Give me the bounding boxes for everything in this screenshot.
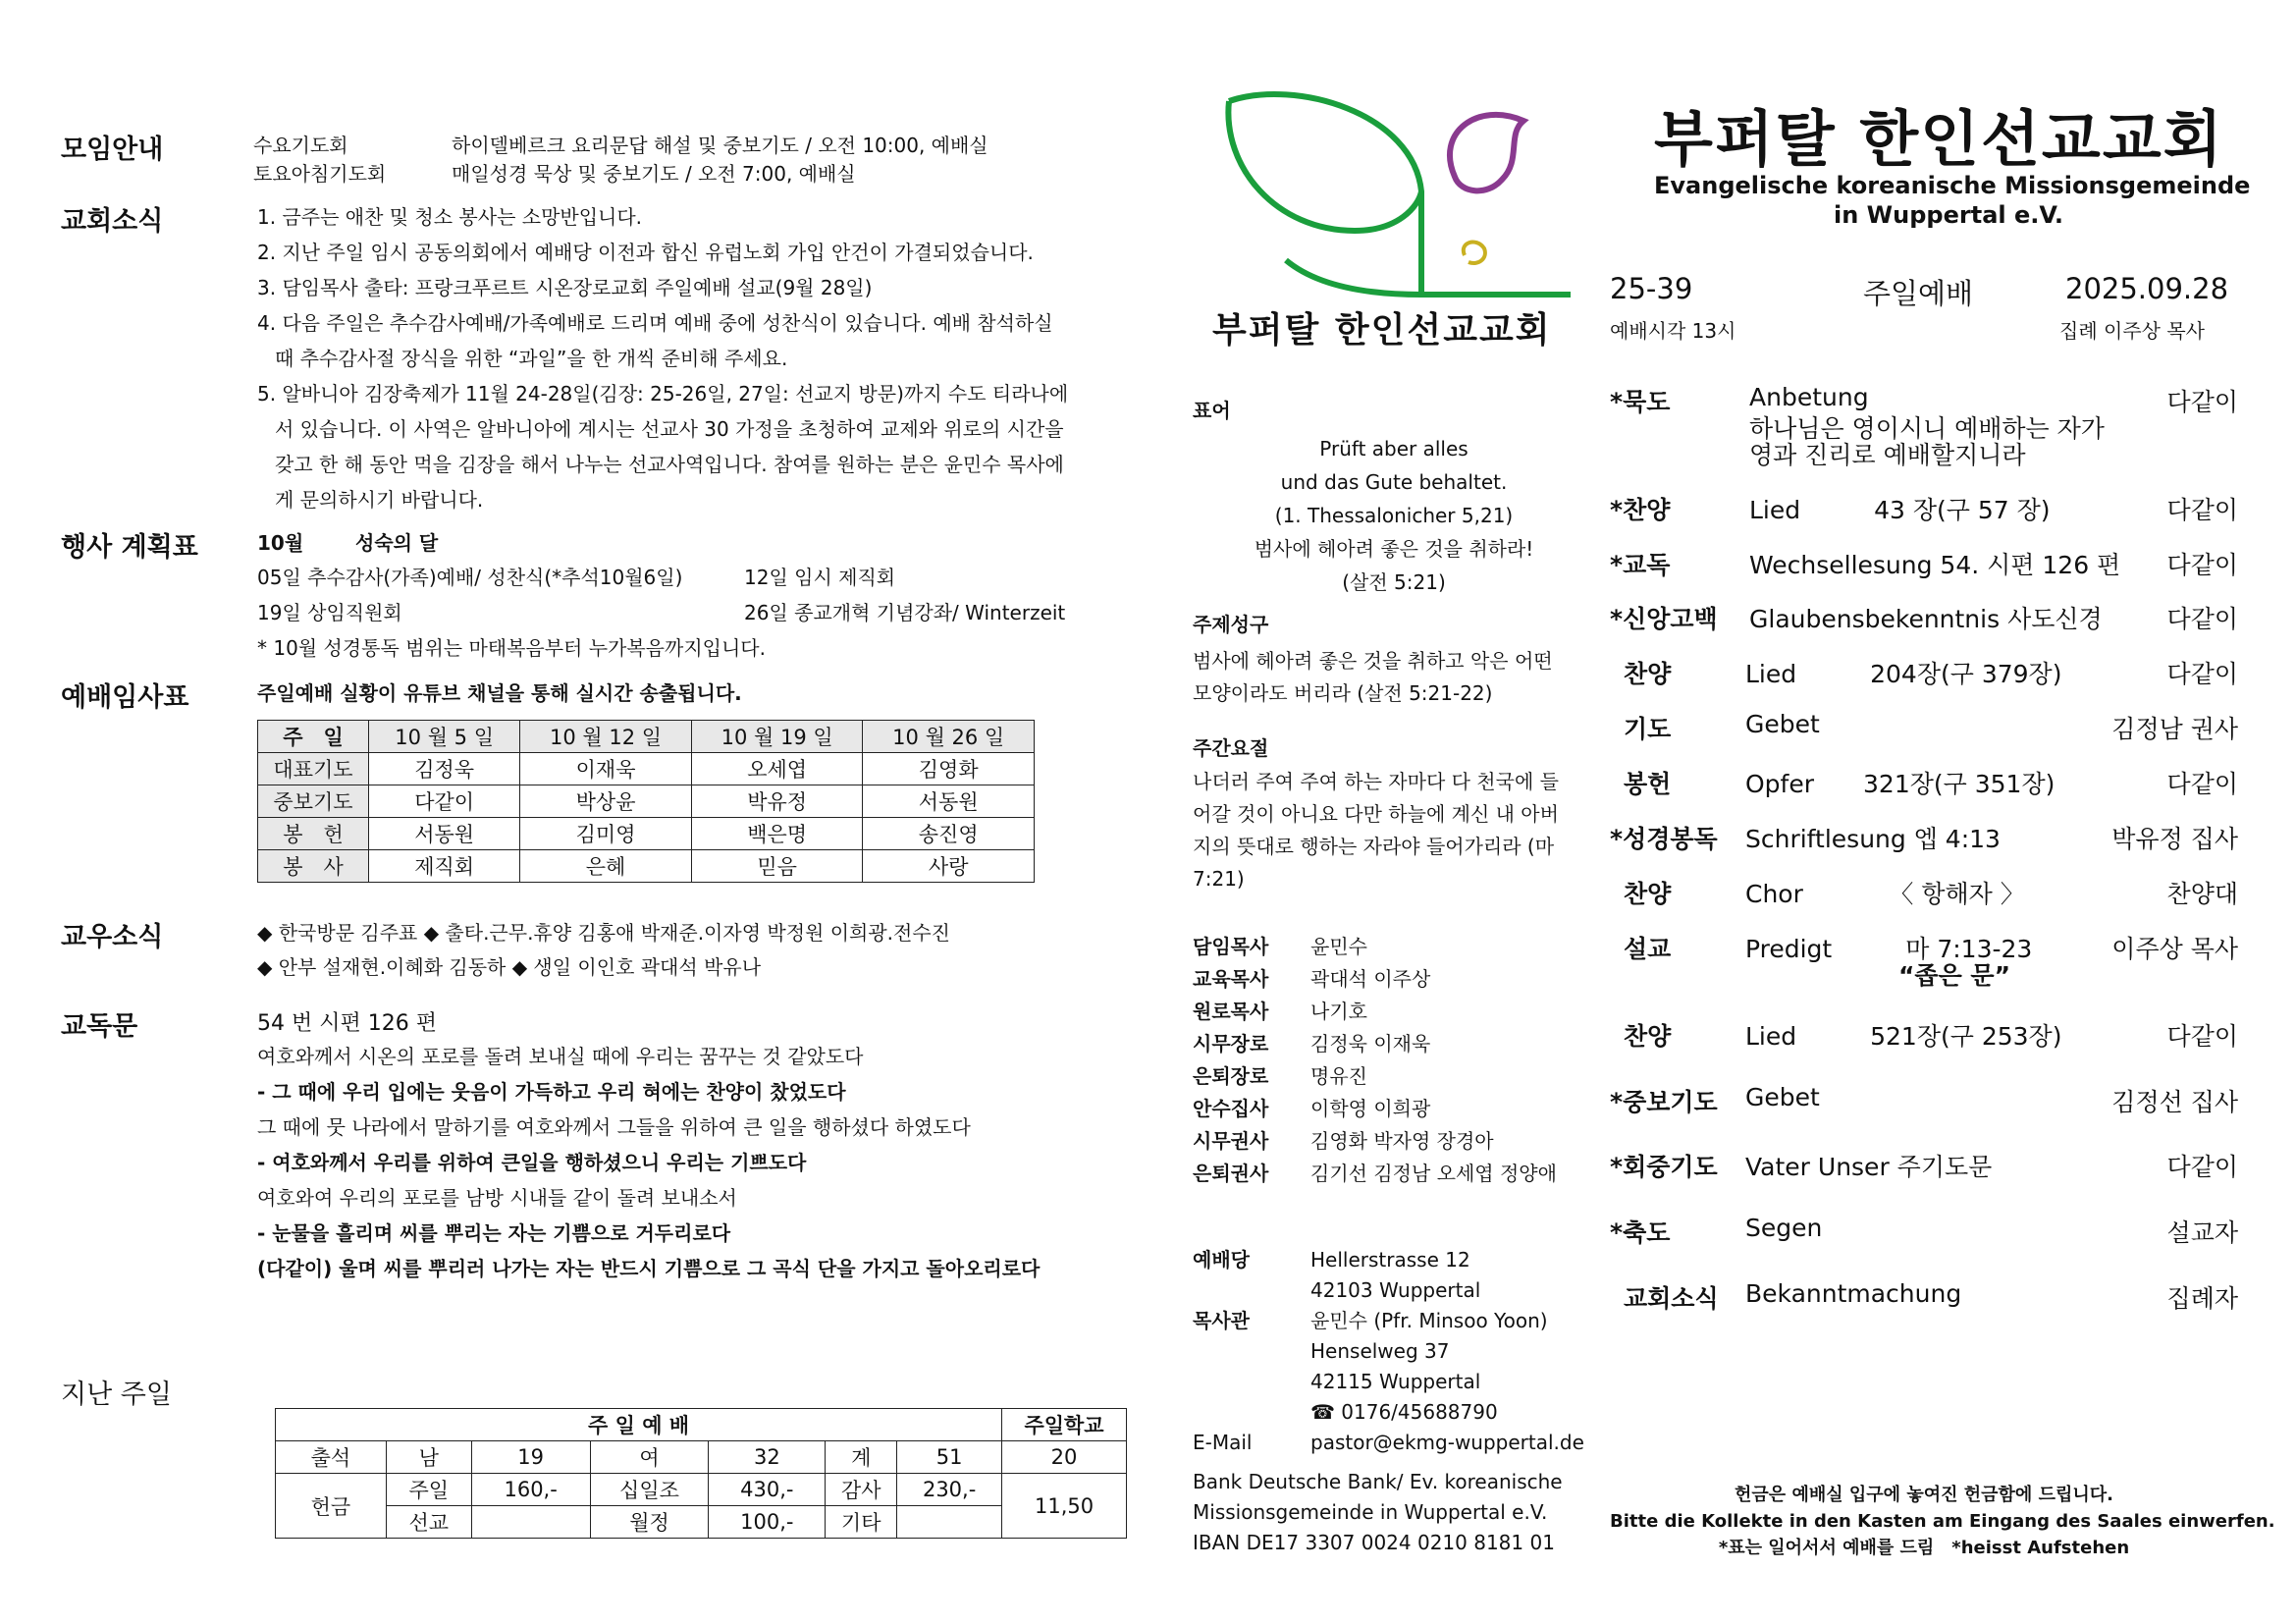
table-row	[276, 1441, 1127, 1474]
order-ko: *신앙고백	[1610, 605, 1718, 633]
motto-line: Prüft aber alles	[1319, 437, 1468, 460]
meeting-label: 모임안내	[61, 135, 164, 165]
order-ko: 교회소식	[1624, 1284, 1719, 1313]
news-line: 갖고 한 해 동안 먹을 김장을 해서 나누는 선교사역입니다. 참여를 원하는 분은 윤민수 목사에	[275, 453, 1064, 476]
events-row1-b: 12일 임시 제직회	[744, 566, 896, 589]
staff-role: 원로목사	[1193, 1000, 1269, 1023]
duty-cell: 다같이	[369, 785, 520, 818]
offering-note-de: Bitte die Kollekte in den Kasten am Eingang des Saales einwerfen.	[1610, 1511, 2275, 1532]
service-time: 예배시각 13시	[1610, 319, 1736, 343]
order-de: Chor 〈 항해자 〉	[1745, 880, 2025, 908]
offering-cell: 월정	[590, 1506, 709, 1539]
attend-cell: 여	[590, 1441, 709, 1474]
news-line: 2. 지난 주일 임시 공동의회에서 예배당 이전과 합신 유럽노회 가입 안건이 가결되었습니다.	[257, 241, 1034, 264]
duty-cell: 서동원	[369, 818, 520, 850]
motto-line: 범사에 헤아려 좋은 것을 취하라!	[1254, 537, 1534, 561]
news-line: 게 문의하시기 바랍니다.	[275, 488, 484, 512]
list-item	[1193, 1028, 1557, 1060]
meeting-name-2: 토요아침기도회	[253, 162, 387, 186]
order-row	[1610, 546, 2238, 579]
events-month: 10월	[257, 531, 304, 555]
church-logo-icon	[1207, 74, 1571, 319]
duty-cell: 송진영	[863, 818, 1035, 850]
staff-names: 명유진	[1310, 1064, 1367, 1088]
phone-number: ☎ 0176/45688790	[1310, 1400, 1498, 1424]
attend-cell: 계	[826, 1441, 897, 1474]
order-de: Gebet	[1745, 710, 1820, 738]
order-de: Opfer 321장(구 351장)	[1745, 770, 2056, 798]
offering-cell: 감사	[826, 1474, 897, 1506]
last-sunday-label: 지난 주일	[61, 1380, 172, 1410]
reading-line: 그 때에 뭇 나라에서 말하기를 여호와께서 그들을 위하여 큰 일을 행하셨다 하였도다	[257, 1115, 971, 1139]
list-item	[1193, 1093, 1557, 1125]
offering-cell: 십일조	[590, 1474, 709, 1506]
service-name: 주일예배	[1863, 277, 1974, 310]
motto-label: 표어	[1193, 399, 1231, 422]
order-de: Wechsellesung 54. 시편 126 편	[1749, 551, 2121, 579]
duty-cell: 이재욱	[520, 753, 692, 785]
staff-names: 김정욱 이재욱	[1310, 1032, 1431, 1056]
theme-verse-label: 주제성구	[1193, 613, 1269, 636]
meeting-name-1: 수요기도회	[253, 134, 348, 157]
reading-line: 여호와께서 시온의 포로를 돌려 보내실 때에 우리는 꿈꾸는 것 같았도다	[257, 1045, 864, 1068]
order-row	[1610, 930, 2238, 989]
weekly-verse-line: 7:21)	[1193, 867, 1245, 891]
news-line: 5. 알바니아 김장축제가 11월 24-28일(김장: 25-26일, 27일: 선교지 방문)까지 수도 티라나에	[257, 382, 1069, 406]
order-who: 이주상 목사	[2111, 935, 2238, 963]
weekly-verse-line: 지의 뜻대로 행하는 자라야 들어가리라 (마	[1193, 835, 1555, 858]
duty-role: 봉 사	[258, 850, 369, 883]
staff-names: 김기선 김정남 오세엽 정양애	[1310, 1162, 1557, 1185]
table-row	[258, 818, 1035, 850]
list-item	[1193, 1158, 1557, 1190]
table-row	[276, 1474, 1127, 1506]
table-row	[258, 785, 1035, 818]
duty-role: 대표기도	[258, 753, 369, 785]
worship-header: 주 일 예 배	[276, 1409, 1002, 1441]
order-who: 김정남 권사	[2111, 715, 2238, 743]
manse-address-1: Henselweg 37	[1310, 1339, 1450, 1363]
reading-line: - 여호와께서 우리를 위하여 큰일을 행하셨으니 우리는 기쁘도다	[257, 1151, 807, 1174]
news-line: 3. 담임목사 출타: 프랑크푸르트 시온장로교회 주일예배 설교(9월 28일)	[257, 276, 873, 299]
duty-role: 중보기도	[258, 785, 369, 818]
attend-cell: 출석	[276, 1441, 387, 1474]
staff-role: 시무장로	[1193, 1032, 1269, 1056]
duty-header-cell: 10 월 26 일	[863, 721, 1035, 753]
order-row	[1610, 1279, 2238, 1313]
order-ko: *묵도	[1610, 388, 1671, 416]
bank-info	[1193, 1467, 1563, 1558]
duty-header-row	[258, 721, 1035, 753]
staff-role: 교육목사	[1193, 967, 1269, 991]
staff-role: 담임목사	[1193, 935, 1269, 958]
staff-names: 나기호	[1310, 1000, 1367, 1023]
church-news-list	[257, 199, 1141, 517]
order-row	[1610, 875, 2238, 908]
order-row	[1610, 1214, 2238, 1247]
order-who: 집례자	[2166, 1284, 2238, 1313]
staff-role: 안수집사	[1193, 1097, 1269, 1120]
offering-cell	[897, 1506, 1002, 1539]
weekly-verse-line: 어갈 것이 아니요 다만 하늘에 계신 내 아버	[1193, 802, 1559, 826]
order-ko: 찬양	[1624, 660, 1672, 688]
order-de: Schriftlesung 엡 4:13	[1745, 825, 2001, 853]
church-title-de-2: in Wuppertal e.V.	[1834, 201, 2063, 229]
members-label: 교우소식	[61, 922, 164, 952]
order-ko: 봉헌	[1624, 770, 1672, 798]
order-ko: *회중기도	[1610, 1153, 1718, 1181]
offering-cell: 헌금	[276, 1474, 387, 1539]
attend-cell: 32	[709, 1441, 826, 1474]
order-de: Anbetung	[1749, 383, 1869, 411]
duty-cell: 오세엽	[691, 753, 863, 785]
order-row	[1610, 765, 2238, 798]
offering-cell	[471, 1506, 590, 1539]
list-item	[1193, 1060, 1557, 1093]
order-row	[1610, 820, 2238, 853]
reading-lines	[257, 1039, 1040, 1286]
duty-header-cell: 10 월 12 일	[520, 721, 692, 753]
table-row	[258, 850, 1035, 883]
contact-block	[1193, 1245, 1584, 1458]
duty-header-cell: 주 일	[258, 721, 369, 753]
reading-line: 여호와여 우리의 포로를 남방 시내들 같이 돌려 보내소서	[257, 1186, 737, 1210]
order-de: Glaubensbekenntnis 사도신경	[1749, 605, 2103, 633]
offering-cell: 주일	[386, 1474, 471, 1506]
order-who: 찬양대	[2166, 880, 2238, 908]
bank-line: Bank Deutsche Bank/ Ev. koreanische	[1193, 1470, 1563, 1493]
duty-cell: 은혜	[520, 850, 692, 883]
order-de: Segen	[1745, 1214, 1823, 1242]
church-title: 부퍼탈 한인선교교회	[1654, 103, 2224, 175]
duty-header-cell: 10 월 5 일	[369, 721, 520, 753]
sermon-title: “좁은 문”	[1898, 961, 2011, 990]
order-extra: 하나님은 영이시니 예배하는 자가	[1749, 414, 2105, 443]
list-item	[1193, 1125, 1557, 1158]
duty-cell: 제직회	[369, 850, 520, 883]
staff-names: 이학영 이희광	[1310, 1097, 1431, 1120]
standing-note: *표는 일어서서 예배를 드림 *heisst Aufstehen	[1718, 1538, 2130, 1558]
duty-cell: 서동원	[863, 785, 1035, 818]
offering-cell: 160,-	[471, 1474, 590, 1506]
attend-cell: 남	[386, 1441, 471, 1474]
offering-cell: 선교	[386, 1506, 471, 1539]
news-line: 4. 다음 주일은 추수감사예배/가족예배로 드리며 예배 중에 성찬식이 있습니다. 예배 참석하실	[257, 311, 1053, 335]
staff-list	[1193, 931, 1557, 1190]
duty-cell: 김영화	[863, 753, 1035, 785]
order-row	[1610, 710, 2238, 743]
list-item	[1193, 996, 1557, 1028]
order-who: 김정선 집사	[2111, 1088, 2238, 1116]
order-who: 다같이	[2166, 605, 2238, 633]
order-row	[1610, 491, 2238, 524]
service-leader: 집례 이주상 목사	[2059, 319, 2205, 343]
reading-line: (다같이) 울며 씨를 뿌리러 나가는 자는 반드시 기쁨으로 그 곡식 단을 가지고 돌아오리로다	[257, 1257, 1041, 1280]
order-who: 다같이	[2166, 496, 2238, 524]
order-row	[1610, 1017, 2238, 1051]
attend-cell: 51	[897, 1441, 1002, 1474]
staff-names: 윤민수	[1310, 935, 1367, 958]
logo-caption: 부퍼탈 한인선교교회	[1212, 310, 1552, 351]
staff-role: 은퇴장로	[1193, 1064, 1269, 1088]
church-news-label: 교회소식	[61, 206, 164, 237]
duty-cell: 김정욱	[369, 753, 520, 785]
order-ko: 찬양	[1624, 1022, 1672, 1051]
order-row	[1610, 1083, 2238, 1116]
order-who: 다같이	[2166, 660, 2238, 688]
order-who: 설교자	[2166, 1218, 2238, 1247]
events-row2-a: 19일 상임직원회	[257, 601, 402, 624]
members-line-2: ◆ 안부 설재현.이혜화 김동하 ◆ 생일 이인호 곽대석 박유나	[257, 955, 762, 979]
attend-cell: 20	[1002, 1441, 1127, 1474]
offering-cell: 230,-	[897, 1474, 1002, 1506]
reading-line: - 눈물을 흘리며 씨를 뿌리는 자는 기쁨으로 거두리로다	[257, 1221, 731, 1245]
service-number: 25-39	[1610, 272, 1693, 305]
theme-verse	[1193, 645, 1553, 710]
order-de: Lied 204장(구 379장)	[1745, 660, 2062, 688]
church-address-label: 예배당	[1193, 1248, 1250, 1272]
events-row2-b: 26일 종교개혁 기념강좌/ Winterzeit	[744, 601, 1066, 624]
staff-role: 시무권사	[1193, 1129, 1269, 1153]
order-who: 다같이	[2166, 1022, 2238, 1051]
offering-note	[1610, 1482, 2275, 1561]
email-label: E-Mail	[1193, 1431, 1253, 1454]
duty-notice: 주일예배 실황이 유튜브 채널을 통해 실시간 송출됩니다.	[257, 681, 742, 705]
duty-cell: 박상윤	[520, 785, 692, 818]
order-de: Bekanntmachung	[1745, 1279, 1962, 1308]
duty-header-cell: 10 월 19 일	[691, 721, 863, 753]
church-address-1: Hellerstrasse 12	[1310, 1248, 1470, 1272]
email-link[interactable]: pastor@ekmg-wuppertal.de	[1310, 1431, 1584, 1454]
duty-cell: 김미영	[520, 818, 692, 850]
order-ko: *교독	[1610, 551, 1671, 579]
offering-note-ko: 헌금은 예배실 입구에 놓여진 헌금함에 드립니다.	[1735, 1485, 2113, 1505]
duty-cell: 백은명	[691, 818, 863, 850]
order-who: 다같이	[2166, 388, 2238, 416]
order-de: Lied 43 장(구 57 장)	[1749, 496, 2051, 524]
order-ko: *성경봉독	[1610, 825, 1718, 853]
members-line-1: ◆ 한국방문 김주표 ◆ 출타.근무.휴양 김홍애 박재준.이자영 박정원 이희광.전수진	[257, 921, 950, 945]
manse-name: 윤민수 (Pfr. Minsoo Yoon)	[1310, 1309, 1548, 1332]
church-title-de-1: Evangelische koreanische Missionsgemeinde	[1654, 172, 2251, 199]
table-row	[276, 1409, 1127, 1441]
duty-role: 봉 헌	[258, 818, 369, 850]
bank-line: Missionsgemeinde in Wuppertal e.V.	[1193, 1500, 1548, 1524]
motto-line: (살전 5:21)	[1342, 570, 1446, 594]
offering-cell: 100,-	[709, 1506, 826, 1539]
manse-label: 목사관	[1193, 1309, 1250, 1332]
meeting-desc-1: 하이델베르크 요리문답 해설 및 중보기도 / 오전 10:00, 예배실	[452, 134, 988, 157]
weekly-verse	[1193, 766, 1559, 895]
order-de: Lied 521장(구 253장)	[1745, 1022, 2062, 1051]
service-date: 2025.09.28	[2065, 272, 2229, 305]
reading-label: 교독문	[61, 1011, 138, 1042]
order-who: 다같이	[2166, 770, 2238, 798]
order-row	[1610, 1148, 2238, 1181]
order-who: 다같이	[2166, 1153, 2238, 1181]
duty-cell: 사랑	[863, 850, 1035, 883]
weekly-verse-label: 주간요절	[1193, 736, 1269, 760]
order-row	[1610, 383, 2238, 469]
staff-names: 곽대석 이주상	[1310, 967, 1431, 991]
reading-title: 54 번 시편 126 편	[257, 1011, 437, 1036]
weekly-verse-line: 나더러 주여 주여 하는 자마다 다 천국에 들	[1193, 770, 1559, 793]
staff-role: 은퇴권사	[1193, 1162, 1269, 1185]
attend-cell: 19	[471, 1441, 590, 1474]
meeting-desc-2: 매일성경 묵상 및 중보기도 / 오전 7:00, 예배실	[452, 162, 856, 186]
order-ko: 설교	[1624, 935, 1672, 963]
duty-cell: 믿음	[691, 850, 863, 883]
order-row	[1610, 655, 2238, 688]
table-row	[276, 1506, 1127, 1539]
events-note: * 10월 성경통독 범위는 마태복음부터 누가복음까지입니다.	[257, 636, 766, 660]
duty-cell: 박유정	[691, 785, 863, 818]
order-de: Predigt 마 7:13-23	[1745, 935, 2033, 963]
events-row1-a: 05일 추수감사(가족)예배/ 성찬식(*추석10월6일)	[257, 566, 683, 589]
events-month-title: 성숙의 달	[355, 531, 439, 555]
order-ko: 찬양	[1624, 880, 1672, 908]
order-ko: *축도	[1610, 1218, 1671, 1247]
staff-names: 김영화 박자영 장경아	[1310, 1129, 1494, 1153]
church-address-2: 42103 Wuppertal	[1310, 1278, 1481, 1302]
order-ko: *찬양	[1610, 496, 1671, 524]
order-ko: *중보기도	[1610, 1088, 1718, 1116]
motto-block	[1193, 432, 1595, 599]
order-who: 박유정 집사	[2111, 825, 2238, 853]
offering-cell: 기타	[826, 1506, 897, 1539]
events-label: 행사 계획표	[61, 532, 198, 563]
order-row	[1610, 600, 2238, 633]
news-line: 1. 금주는 애찬 및 청소 봉사는 소망반입니다.	[257, 205, 643, 229]
theme-verse-line: 범사에 헤아려 좋은 것을 취하고 악은 어떤	[1193, 649, 1553, 673]
order-de: Vater Unser 주기도문	[1745, 1153, 1993, 1181]
last-sunday-table	[275, 1408, 1127, 1539]
offering-cell: 430,-	[709, 1474, 826, 1506]
order-ko: 기도	[1624, 715, 1672, 743]
news-line: 서 있습니다. 이 사역은 알바니아에 계시는 선교사 30 가정을 초청하여 교제와 위로의 시간을	[275, 417, 1064, 441]
bank-line: IBAN DE17 3307 0024 0210 8181 01	[1193, 1531, 1555, 1554]
list-item	[1193, 963, 1557, 996]
order-extra: 영과 진리로 예배할지니라	[1749, 441, 2026, 469]
motto-line: (1. Thessalonicher 5,21)	[1274, 504, 1514, 527]
manse-address-2: 42115 Wuppertal	[1310, 1370, 1481, 1393]
school-header: 주일학교	[1002, 1409, 1127, 1441]
reading-line: - 그 때에 우리 입에는 웃음이 가득하고 우리 혀에는 찬양이 찼었도다	[257, 1080, 846, 1104]
order-de: Gebet	[1745, 1083, 1820, 1111]
duty-table	[257, 720, 1035, 883]
motto-line: und das Gute behaltet.	[1280, 470, 1508, 494]
duty-label: 예배임사표	[61, 682, 189, 713]
news-line: 때 추수감사절 장식을 위한 “과일”을 한 개씩 준비해 주세요.	[275, 347, 788, 370]
table-row	[258, 753, 1035, 785]
offering-cell: 11,50	[1002, 1474, 1127, 1539]
theme-verse-line: 모양이라도 버리라 (살전 5:21-22)	[1193, 681, 1493, 705]
order-who: 다같이	[2166, 551, 2238, 579]
list-item	[1193, 931, 1557, 963]
